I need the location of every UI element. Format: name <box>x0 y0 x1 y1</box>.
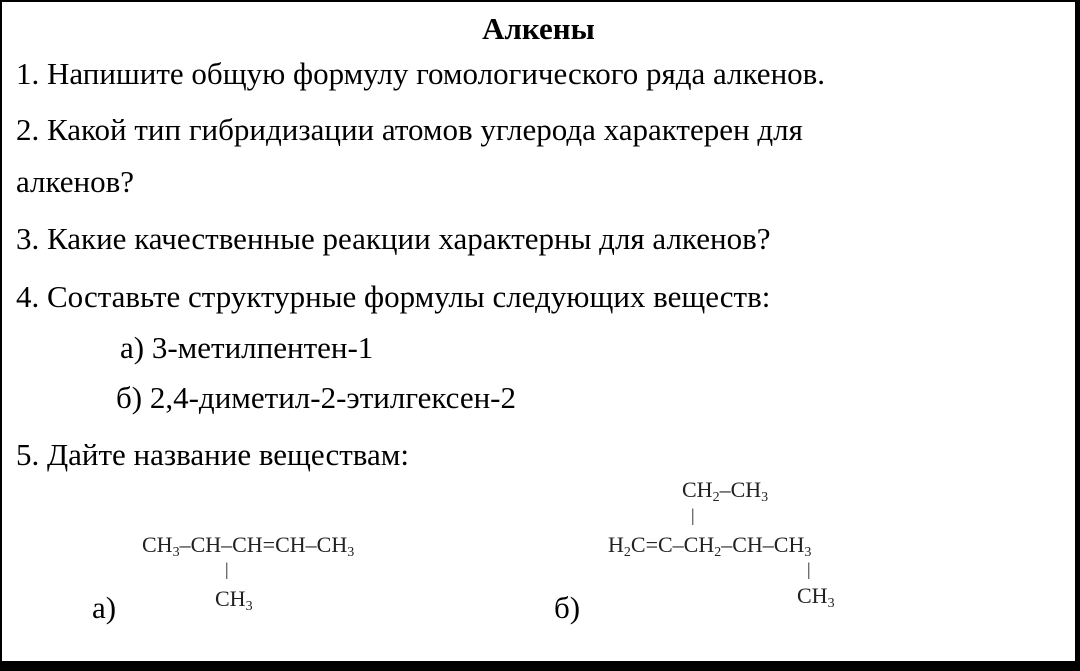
question-4-item-a: а) 3-метилпентен-1 <box>120 330 374 365</box>
question-1: 1. Напишите общую формулу гомологического ряда алкенов. <box>16 56 826 91</box>
structure-b-top-branch: CH2–CH3 <box>682 477 769 505</box>
structure-b-top-bond: | <box>691 505 695 525</box>
page-title: Алкены <box>482 11 595 46</box>
structure-b-main-chain: H2C=C–CH2–CH–CH3 <box>608 532 812 560</box>
question-5: 5. Дайте название веществам: <box>16 437 409 472</box>
question-2-line-1: 2. Какой тип гибридизации атомов углерода характерен для <box>16 112 803 147</box>
structure-a-bond: | <box>225 559 229 579</box>
structure-a-label: а) <box>92 590 117 625</box>
question-2-line-2: алкенов? <box>16 164 135 199</box>
structure-a-main-chain: CH3–CH–CH=CH–CH3 <box>142 532 355 560</box>
structure-b-bottom-branch: CH3 <box>797 583 835 611</box>
structure-b-bottom-bond: | <box>807 559 811 579</box>
question-4-item-b: б) 2,4-диметил-2-этилгексен-2 <box>116 380 516 415</box>
question-4: 4. Составьте структурные формулы следующих веществ: <box>16 279 771 314</box>
structure-a-branch: CH3 <box>215 586 253 614</box>
structure-b-label: б) <box>554 590 581 625</box>
question-3: 3. Какие качественные реакции характерны для алкенов? <box>16 221 771 256</box>
